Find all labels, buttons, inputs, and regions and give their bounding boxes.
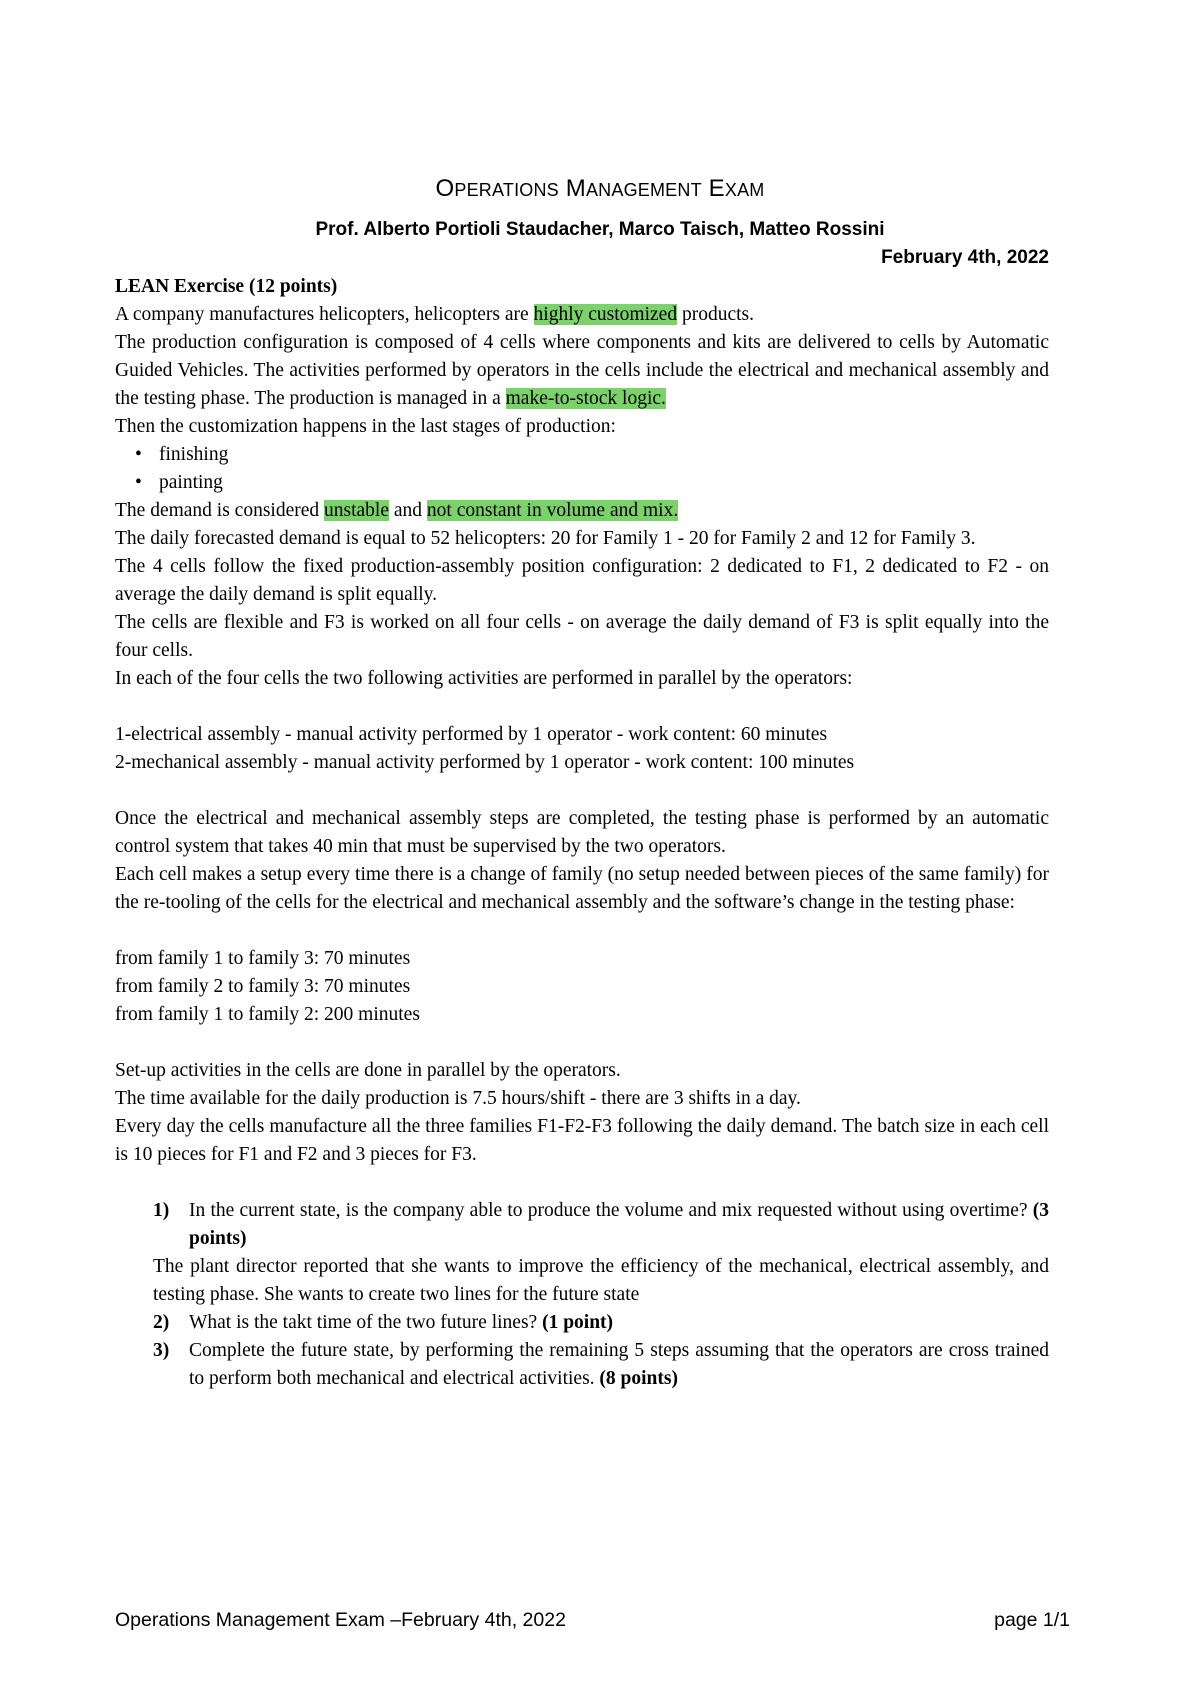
activity-electrical: 1-electrical assembly - manual activity performed by 1 operator - work content: 60 minutes — [115, 724, 828, 745]
footer-title: Operations Management Exam –February 4th, 2022 — [115, 1609, 566, 1631]
paragraph-parallel: Set-up activities in the cells are done in parallel by the operators. — [115, 1060, 621, 1081]
paragraph-testing: Once the electrical and mechanical assembly steps are completed, the testing phase is performed by an automatic control system that takes 40 min that must be supervised by the two operators. — [115, 808, 1049, 857]
list-item: • finishing — [115, 441, 1049, 469]
director-note: The plant director reported that she wants to improve the efficiency of the mechanical, electrical assembly, and testing phase. She wants to create two lines for the future state — [153, 1256, 1049, 1305]
exam-date: February 4th, 2022 — [881, 247, 1049, 268]
paragraph-configuration: The production configuration is composed of 4 cells where components and kits are delivered to cells by Automatic Guided Vehicles. The activities performed by operators in the cells include the electrical and mechanical assembly and the testing phase. The production is managed in a make-to-stock logic. — [115, 332, 1049, 409]
page-title — [0, 174, 1200, 205]
paragraph-forecast: The daily forecasted demand is equal to 52 helicopters: 20 for Family 1 - 20 for Family 2 and 12 for Family 3. — [115, 528, 976, 549]
question-2: 2) What is the takt time of the two future lines? (1 point) — [153, 1312, 614, 1333]
title-letter: O — [435, 175, 455, 202]
highlight: highly customized — [533, 304, 678, 325]
highlight: unstable — [324, 500, 389, 521]
highlight: make-to-stock logic. — [505, 388, 666, 409]
question-list — [115, 1197, 1049, 1253]
title-word-rest: XAM — [724, 180, 765, 200]
question-1: 1) In the current state, is the company able to produce the volume and mix requested without using overtime? (3 points) — [153, 1200, 1049, 1249]
paragraph-cells: The 4 cells follow the fixed production-assembly position configuration: 2 dedicated to F1, 2 dedicated to F2 - on average the daily demand is split equally. — [115, 556, 1049, 605]
paragraph-customization: Then the customization happens in the last stages of production: — [115, 416, 616, 437]
paragraph-activities: In each of the four cells the two following activities are performed in parallel by the operators: — [115, 668, 853, 689]
setup-time: from family 1 to family 3: 70 minutes — [115, 948, 411, 969]
bullet-list — [115, 441, 1049, 497]
paragraph-setup: Each cell makes a setup every time there is a change of family (no setup needed between pieces of the same family) for the re-tooling of the cells for the electrical and mechanical assembly and the software’s change in the testing phase: — [115, 864, 1049, 913]
paragraph-time-available: The time available for the daily production is 7.5 hours/shift - there are 3 shifts in a day. — [115, 1088, 801, 1109]
question-list — [115, 1309, 1049, 1393]
exercise-heading: LEAN Exercise (12 points) — [115, 276, 338, 297]
exercise-body — [115, 273, 1049, 1393]
paragraph-intro: A company manufactures helicopters, helicopters are highly customized products. — [115, 304, 754, 325]
activity-mechanical: 2-mechanical assembly - manual activity performed by 1 operator - work content: 100 minutes — [115, 752, 855, 773]
title-letter: M — [565, 175, 586, 202]
page-number: page 1/1 — [994, 1609, 1070, 1631]
title-letter: E — [708, 175, 725, 202]
authors-line: Prof. Alberto Portioli Staudacher, Marco Taisch, Matteo Rossini — [315, 219, 885, 240]
list-item: • painting — [115, 469, 1049, 497]
paragraph-flexible: The cells are flexible and F3 is worked on all four cells - on average the daily demand of F3 is split equally into the four cells. — [115, 612, 1049, 661]
highlight: not constant in volume and mix. — [426, 500, 679, 521]
setup-time: from family 2 to family 3: 70 minutes — [115, 976, 411, 997]
title-word-rest: ANAGEMENT — [585, 180, 702, 200]
paragraph-demand: The demand is considered unstable and not constant in volume and mix. — [115, 500, 679, 521]
title-word-rest: PERATIONS — [454, 180, 559, 200]
paragraph-batch: Every day the cells manufacture all the three families F1-F2-F3 following the daily demand. The batch size in each cell is 10 pieces for F1 and F2 and 3 pieces for F3. — [115, 1116, 1049, 1165]
question-3: 3) Complete the future state, by performing the remaining 5 steps assuming that the operators are cross trained to perform both mechanical and electrical activities. (8 points) — [153, 1340, 1049, 1389]
setup-time: from family 1 to family 2: 200 minutes — [115, 1004, 420, 1025]
